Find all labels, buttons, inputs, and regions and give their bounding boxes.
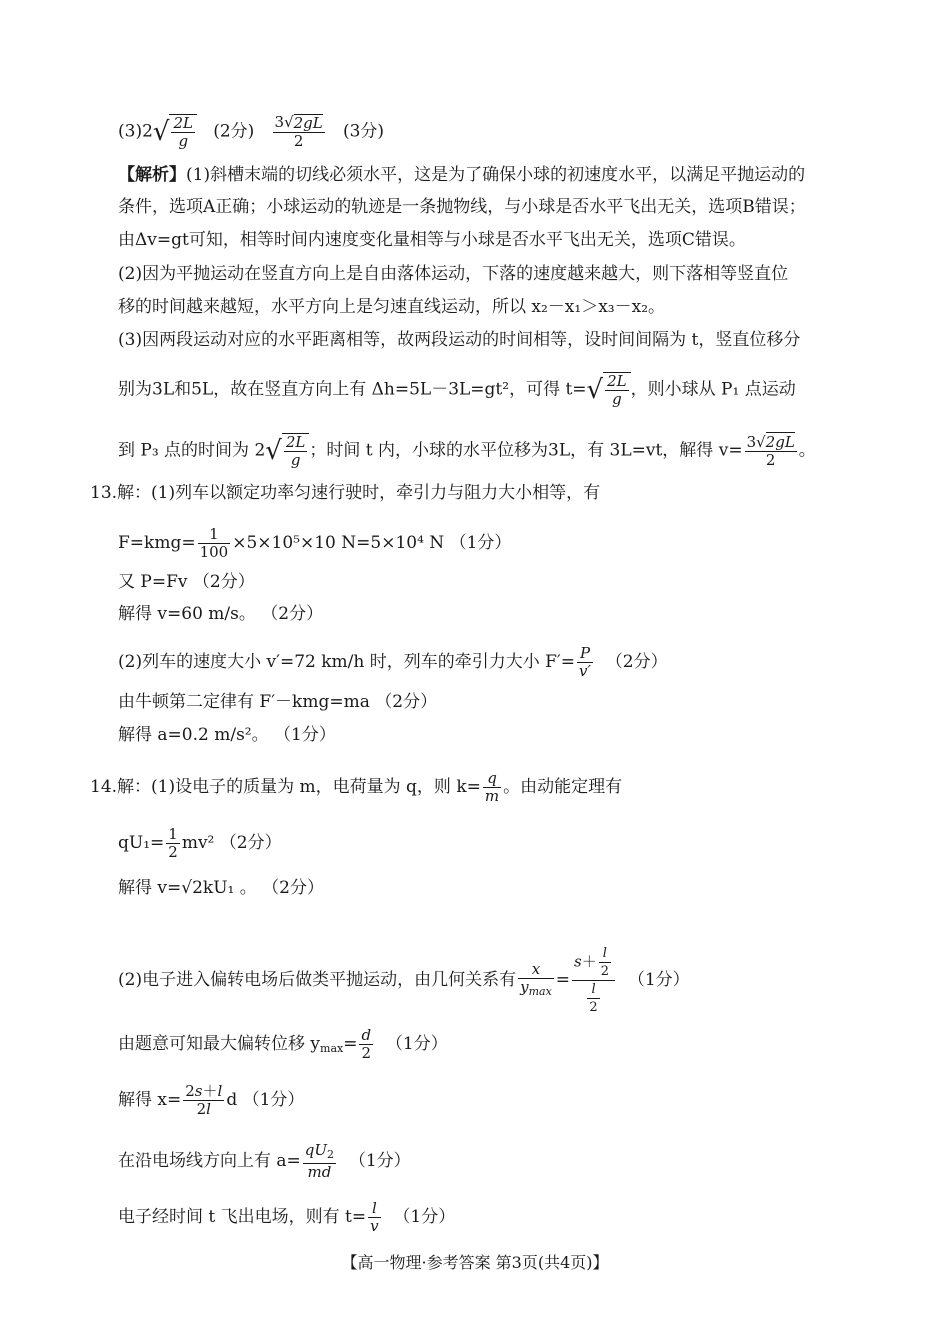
q13-line-2: F=kmg= $\frac{1}{100}$ ×5×10⁵×10 N=5×10⁴ N （1分） bbox=[118, 525, 512, 561]
jiexi-line-2: 条件，选项A正确；小球运动的轨迹是一条抛物线，与小球是否水平飞出无关，选项B错误； bbox=[118, 197, 806, 217]
q14-line-3: 解得 v=√2kU₁ 。 （2分） bbox=[118, 878, 324, 898]
jiexi-line-8: 到 P₃ 点的时间为 2√ $\frac{2L}{g}$ ；时间 t 内，小球的水平位移为3L，有 3L=vt，解得 v= $\frac{3√2gL}{2}$ 。 bbox=[118, 432, 816, 469]
q13-line-4: 解得 v=60 m/s。 （2分） bbox=[118, 604, 324, 624]
page-footer: 【高一物理·参考答案 第3页(共4页)】 bbox=[341, 1253, 609, 1272]
q13-line-6: 由牛顿第二定律有 F′－kmg=ma （2分） bbox=[118, 692, 438, 712]
jiexi-line-6: (3)因两段运动对应的水平距离相等，故两段运动的时间相等，设时间间隔为 t，竖直位移分 bbox=[118, 330, 801, 350]
jiexi-line-3: 由Δv=gt可知，相等时间内速度变化量相等与小球是否水平飞出无关，选项C错误。 bbox=[118, 230, 746, 250]
jiexi-line-5: 移的时间越来越短，水平方向上是匀速直线运动，所以 x₂－x₁＞x₃－x₂。 bbox=[118, 297, 666, 317]
q13-line-7: 解得 a=0.2 m/s²。 （1分） bbox=[118, 725, 336, 745]
q13-line-5: (2)列车的速度大小 v′=72 km/h 时，列车的牵引力大小 F′= $\frac{P}{v'}$ （2分） bbox=[118, 644, 668, 680]
q14-line-6: 解得 x= $\frac{2s+l}{2l}$ d （1分） bbox=[118, 1082, 305, 1118]
answer-3-line: (3)2√ $\frac{2L}{g}$ (2分) $\frac{3√2gL}{2}$ (3分) bbox=[118, 113, 385, 150]
q14-line-7: 在沿电场线方向上有 a= $\frac{qU_2}{md}$ （1分） bbox=[118, 1141, 411, 1181]
jiexi-line-7: 别为3L和5L，故在竖直方向上有 Δh=5L－3L=gt²，可得 t=√ $\frac{2L}{g}$ ，则小球从 P₁ 点运动 bbox=[118, 372, 796, 408]
q14-line-5: 由题意可知最大偏转位移 $y_{max}=$ $\frac{d}{2}$ （1分） bbox=[118, 1026, 448, 1062]
q14-line-4: (2)电子进入偏转电场后做类平抛运动，由几何关系有 $\frac{x}{y_{max}}$ = s＋ $\frac{l}{2}$ $\frac{l}{2}$ （1分） bbox=[118, 946, 690, 1015]
q13-line-3: 又 P=Fv （2分） bbox=[118, 572, 255, 592]
q14-line-8: 电子经时间 t 飞出电场，则有 t= $\frac{l}{v}$ （1分） bbox=[118, 1199, 456, 1235]
q14-line-1: 14.解：(1)设电子的质量为 m，电荷量为 q，则 k= $\frac{q}{m}$ 。由动能定理有 bbox=[90, 769, 623, 805]
jiexi-line-4: (2)因为平抛运动在竖直方向上是自由落体运动，下落的速度越来越大，则下落相等竖直位 bbox=[118, 264, 789, 284]
q13-line-1: 13.解：(1)列车以额定功率匀速行驶时，牵引力与阻力大小相等，有 bbox=[90, 483, 601, 503]
jiexi-line-1: 【解析】(1)斜槽末端的切线必须水平，这是为了确保小球的初速度水平，以满足平抛运动的 bbox=[118, 165, 806, 185]
q14-line-2: qU₁= $\frac{1}{2}$ mv² （2分） bbox=[118, 825, 282, 861]
